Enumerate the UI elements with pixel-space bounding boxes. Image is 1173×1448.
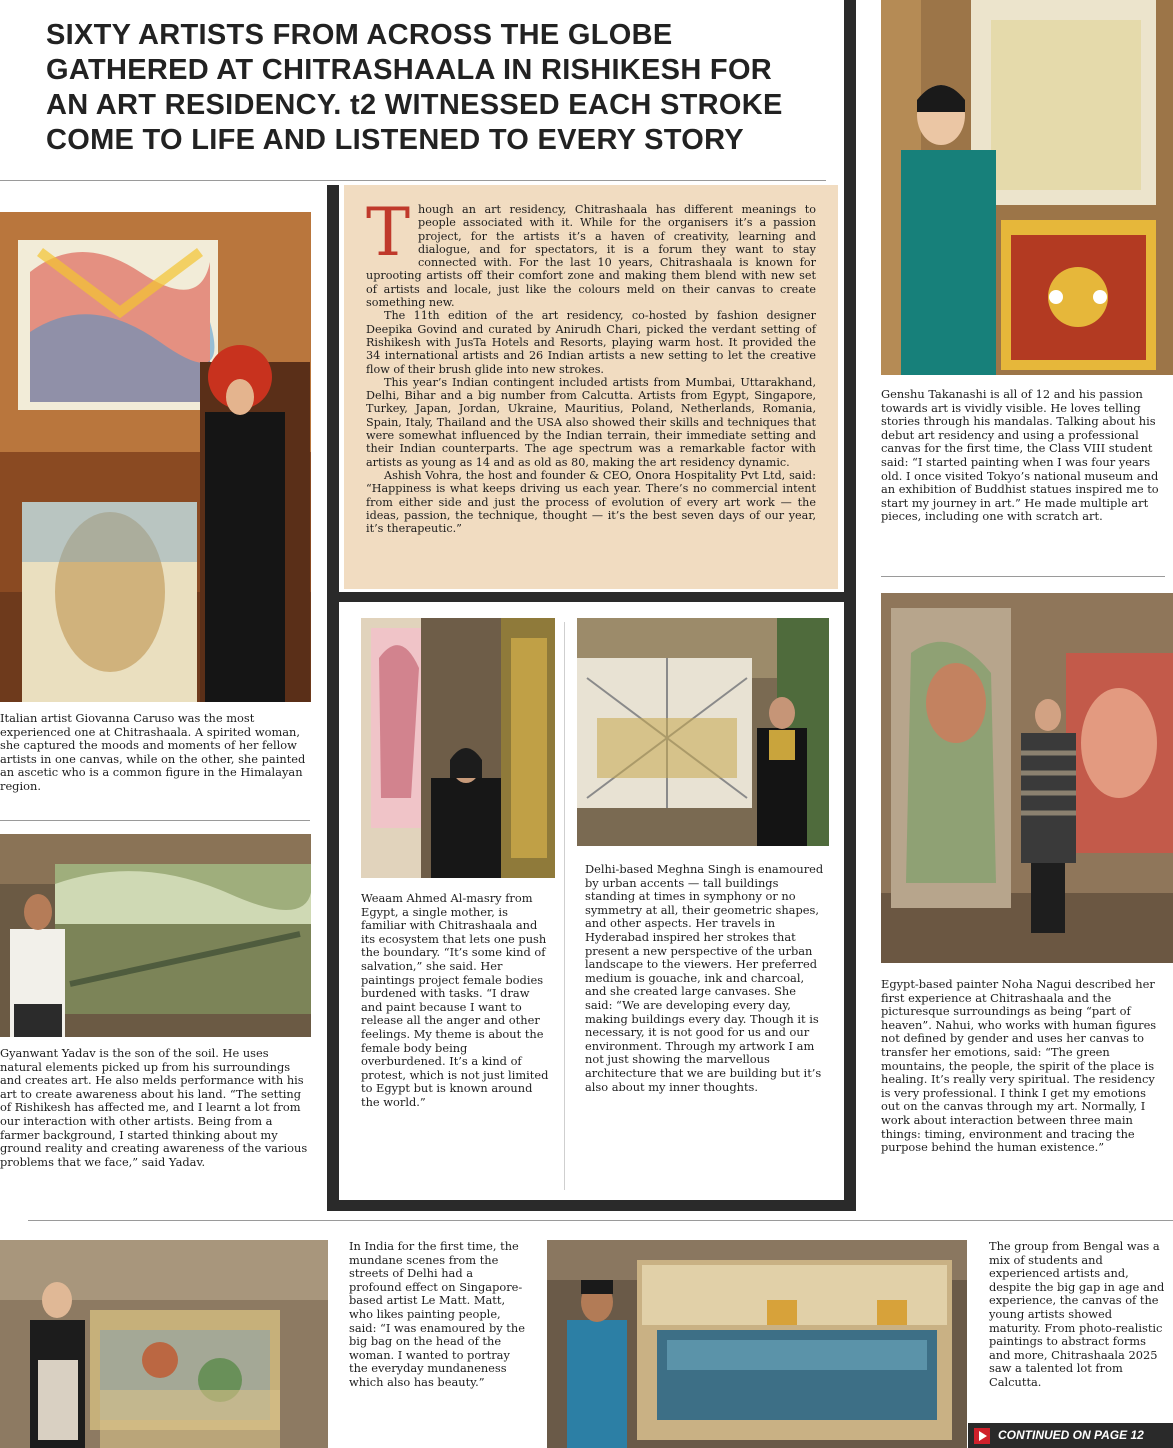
headline — [46, 18, 806, 158]
photo-noha-nagui — [881, 593, 1173, 963]
photo-genshu-takanashi — [881, 0, 1173, 375]
caption-le-matt: In India for the first time, the mundane scenes from the streets of Delhi had a profound effect on Singapore-based artist Le Matt. Matt, who likes painting people, said: “I was enamoured by the big bag on the head of the woman. I wanted to portray the everyday mundaneness which also has beauty.” — [349, 1239, 525, 1389]
intro-paragraph-4: Ashish Vohra, the host and founder & CEO, Onora Hospitality Pvt Ltd, said: “Happiness is what keeps driving us each year. There’s no commercial intent from either side and just the process of evolution of every art work — the ideas, passion, the technique, thought — it’s the best seven days of our year, it’s therapeutic.” — [366, 468, 816, 536]
bottom-divider-center — [339, 1200, 844, 1211]
intro-paragraph-1: hough an art residency, Chitrashaala has different meanings to people associated with it. While for the organisers it’s a passion project, for the artists it’s a haven of creativity, learning and dialogue, and for spectators, it is a forum they want to stay connected with. For the last 10 years, Chitrashaala is known for uprooting artists off their comfort zone and making them blend with new set of artists and locale, just like the colours meld on their canvas to create something new. — [366, 203, 816, 310]
intro-text-box — [344, 185, 838, 589]
inner-column-divider — [564, 622, 565, 1190]
caption-noha-nagui: Egypt-based painter Noha Nagui described her first experience at Chitrashaala and the picturesque surroundings as being “part of heaven”. Nahui, who works with human figures not defined by gender and uses her canvas to transfer her emotions, said: “The green mountains, the people, the spirit of the place is healing. It’s really very spiritual. The residency is very professional. I think I get my emotions out on the canvas through my art. Normally, I work about interaction between three main things: timing, environment and tracing the purpose behind the human existence.” — [881, 977, 1157, 1155]
bottom-row-divider — [28, 1220, 1173, 1221]
intro-divider — [339, 592, 844, 602]
caption-meghna-singh: Delhi-based Meghna Singh is enamoured by urban accents — tall buildings standing at times in symphony or no symmetry at all, their geometric shapes, and other aspects. Her travels in Hyderabad inspired her strokes that present a new perspective of the urban landscape to the viewers. Her preferred medium is gouache, ink and charcoal, and she created large canvases. She said: “We are developing every day, making buildings every day. Though it is necessary, it is not good for us and our environment. Through my artwork I am not just showing the marvellous architecture that we are building but it’s also about my inner thoughts. — [585, 862, 824, 1094]
caption-divider-left — [0, 820, 310, 821]
caption-divider-right — [881, 576, 1165, 577]
column-divider-right — [844, 0, 856, 1211]
headline-text-1: SIXTY ARTISTS FROM ACROSS THE GLOBE GATHERED AT — [46, 19, 673, 86]
caption-genshu-takanashi: Genshu Takanashi is all of 12 and his passion towards art is vividly visible. He loves telling stories through his mandalas. Talking about his debut art residency and using a professional canvas for the first time, the Class VIII student said: “I started painting when I was four years old. I once visited Tokyo’s national museum and an exhibition of Buddhist statues inspired me to start my journey in art.” He made multiple art pieces, including one with scratch art. — [881, 387, 1159, 524]
caption-bengal-group: The group from Bengal was a mix of students and experienced artists and, despite the big gap in age and experience, the canvas of the young artists showed maturity. From photo-realistic paintings to abstract forms and more, Chitrashaala 2025 saw a talented lot from Calcutta. — [989, 1239, 1165, 1389]
continued-tag[interactable] — [968, 1423, 1173, 1448]
photo-bengal-artist — [547, 1240, 967, 1448]
intro-paragraph-2: The 11th edition of the art residency, co-hosted by fashion designer Deepika Govind and curated by Anirudh Chari, picked the verdant setting of Rishikesh with JusTa Hotels and Resorts, playing warm host. It provided the 34 international artists and 26 Indian artists a new setting to let the creative flow of their brush glide into new strokes. — [366, 309, 816, 376]
headline-bold-chitrashaala: CHITRASHAALA — [261, 54, 495, 86]
photo-weaam-ahmed — [361, 618, 555, 878]
drop-cap: T — [366, 194, 411, 271]
headline-divider — [0, 180, 826, 181]
photo-gyanwant-yadav — [0, 834, 311, 1037]
play-arrow-icon — [974, 1428, 990, 1444]
headline-bold-t2: t2 — [350, 89, 377, 121]
caption-giovanna-caruso: Italian artist Giovanna Caruso was the most experienced one at Chitrashaala. A spirited woman, she captured the moods and moments of her fellow artists in one canvas, while on the other, she painted an ascetic who is a common figure in the Himalayan region. — [0, 711, 306, 793]
photo-meghna-singh — [577, 618, 829, 846]
headline-text-2: IN RISHIKESH FOR AN ART RESIDENCY. — [46, 54, 773, 121]
caption-gyanwant-yadav: Gyanwant Yadav is the son of the soil. He uses natural elements picked up from his surroundings and creates art. He also melds performance with his art to create awareness about his land. “The setting of Rishikesh has affected me, and I learnt a lot from our interaction with other artists. Being from a farmer background, I started thinking about my ground reality and creating awareness of the various problems that we face,” said Yadav. — [0, 1046, 308, 1169]
column-divider-left — [327, 185, 339, 1211]
intro-paragraph-3: This year’s Indian contingent included artists from Mumbai, Uttarakhand, Delhi, Bihar and a big number from Calcutta. Artists from Egypt, Singapore, Turkey, Japan, Jordan, Ukraine, Mauritius, Poland, Netherlands, Romania, Spain, Italy, Thailand and the USA also showed their skills and techniques that were somewhat influenced by the Indian terrain, their immediate setting and their Indian counterparts. The age spectrum was a remarkable factor with artists as young as 14 and as old as 80, making the art residency dynamic. — [366, 375, 816, 469]
caption-weaam-ahmed: Weaam Ahmed Al-masry from Egypt, a single mother, is familiar with Chitrashaala and its ecosystem that lets one push the boundary. “It’s some kind of salvation,” she said. Her paintings project female bodies burdened with tasks. “I draw and paint because I want to release all the anger and other feelings. My theme is about the female body being overburdened. It’s a kind of protest, which is not just limited to Egypt but is known around the world.” — [361, 891, 549, 1109]
photo-giovanna-caruso — [0, 212, 311, 702]
photo-le-matt — [0, 1240, 328, 1448]
continued-label: CONTINUED ON PAGE 12 — [998, 1428, 1144, 1442]
headline-text-3: WITNESSED EACH STROKE COME TO LIFE AND LISTENED TO EVERY STORY — [46, 89, 783, 156]
